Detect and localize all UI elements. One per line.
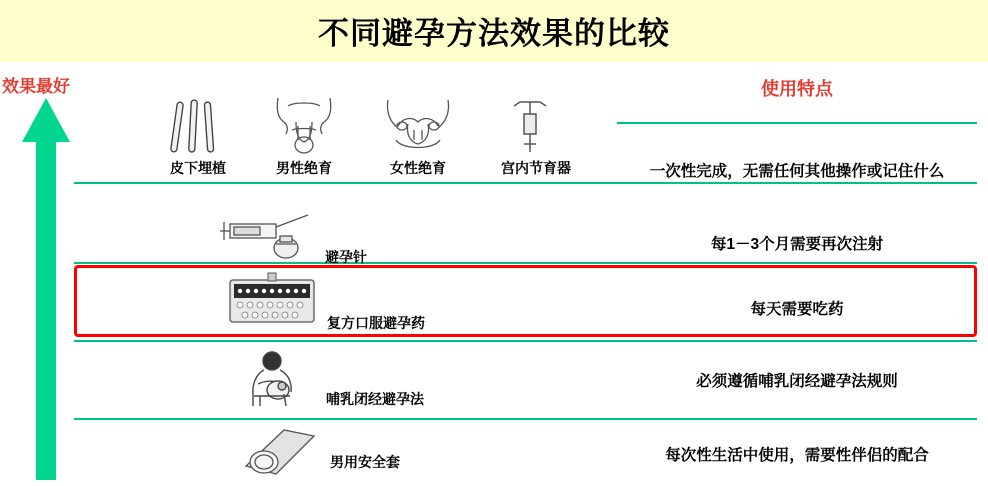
up-arrow-icon <box>22 98 70 480</box>
column-header-rule <box>617 122 977 124</box>
iud-icon <box>484 96 588 158</box>
male-sterilization-icon <box>258 96 350 158</box>
column-header-usage: 使用特点 <box>761 79 833 99</box>
arrow-body <box>36 140 56 480</box>
condom-icon <box>236 424 322 480</box>
divider-2 <box>74 262 977 264</box>
divider-3 <box>74 340 977 342</box>
divider-1 <box>74 182 977 184</box>
page-title: 不同避孕方法效果的比较 <box>318 16 670 51</box>
title-bar <box>0 0 988 62</box>
method-cell-iud <box>484 96 588 178</box>
method-cell-female-sterilization <box>372 96 464 178</box>
method-cell-implant <box>152 96 244 178</box>
method-label: 宫内节育器 <box>501 160 571 176</box>
syringe-icon <box>216 210 326 260</box>
female-sterilization-icon <box>372 96 464 158</box>
implant-rods-icon <box>152 96 244 158</box>
method-label: 复方口服避孕药 <box>327 315 425 331</box>
row-description: 每1－3个月需要再次注射 <box>710 236 884 253</box>
divider-4 <box>74 418 977 420</box>
method-cell-male-sterilization <box>258 96 350 178</box>
method-label: 女性绝育 <box>390 160 446 176</box>
method-label: 避孕针 <box>325 249 367 265</box>
method-label: 男用安全套 <box>330 454 400 470</box>
method-label: 皮下埋植 <box>170 160 226 176</box>
row-description: 一次性完成，无需任何其他操作或记住什么 <box>649 163 945 180</box>
arrow-head <box>22 98 70 142</box>
axis-label: 效果最好 <box>2 77 70 96</box>
row-description: 每次性生活中使用，需要性伴侣的配合 <box>665 447 929 464</box>
pill-pack-icon <box>224 272 320 328</box>
method-label: 哺乳闭经避孕法 <box>326 391 424 407</box>
row-description: 每天需要吃药 <box>750 301 844 318</box>
row-description: 必须遵循哺乳闭经避孕法规则 <box>696 373 898 390</box>
method-label: 男性绝育 <box>276 160 332 176</box>
breastfeeding-icon <box>238 350 318 408</box>
